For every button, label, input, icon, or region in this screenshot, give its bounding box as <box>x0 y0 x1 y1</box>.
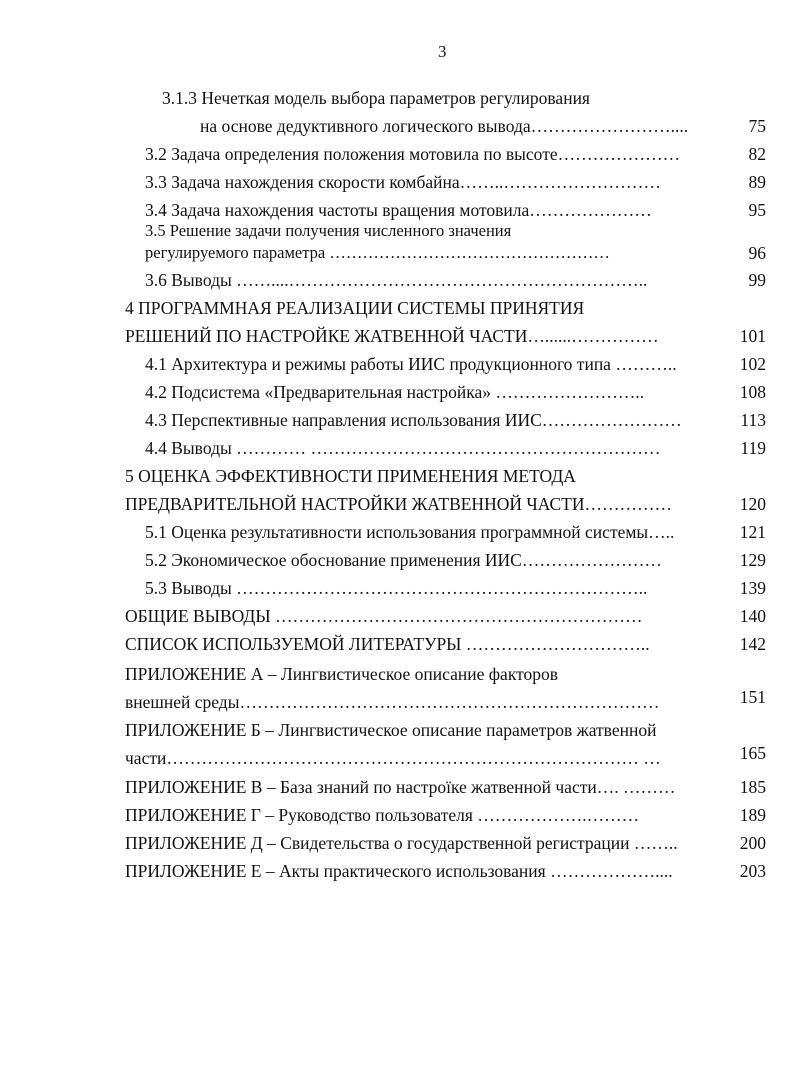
toc-entry-3-3: 3.3 Задача нахождения скорости комбайна……..……………………… <box>145 172 661 192</box>
toc-entry-4-2: 4.2 Подсистема «Предварительная настройка» …………………….. <box>145 382 645 402</box>
toc-entry-3-1-3-line1: 3.1.3 Нечеткая модель выбора параметров регулирования <box>162 88 590 108</box>
toc-chapter-4-line1: 4 ПРОГРАММНАЯ РЕАЛИЗАЦИИ СИСТЕМЫ ПРИНЯТИЯ <box>125 298 585 318</box>
toc-chapter-5-page: 120 <box>739 494 766 514</box>
toc-appendix-b-page: 165 <box>739 743 766 763</box>
toc-entry-5-3: 5.3 Выводы …………………………………………………………….. <box>145 578 648 598</box>
toc-entry-4-4-page: 119 <box>740 438 766 458</box>
toc-appendix-a-line2: внешней среды……………………………………………………………… <box>125 692 660 712</box>
toc-appendix-d: ПРИЛОЖЕНИЕ Д – Свидетельства о государственной регистрации …….. <box>125 833 678 853</box>
toc-entry-3-2: 3.2 Задача определения положения мотовила по высоте………………… <box>145 144 681 164</box>
toc-entry-3-6: 3.6 Выводы ……....…………………………………………………….. <box>145 270 648 290</box>
toc-entry-5-2-page: 129 <box>739 550 766 570</box>
toc-appendix-v-page: 185 <box>739 777 766 797</box>
toc-entry-4-3-page: 113 <box>740 410 766 430</box>
toc-appendix-a-page: 151 <box>739 687 766 707</box>
toc-general-conclusions: ОБЩИЕ ВЫВОДЫ ……………………………………………………… <box>125 606 643 626</box>
toc-appendix-d-page: 200 <box>739 833 766 853</box>
toc-entry-3-5-line2: регулируемого параметра …………………………………………… <box>145 243 610 262</box>
toc-general-conclusions-page: 140 <box>739 606 766 626</box>
page-number: 3 <box>438 42 447 61</box>
toc-entry-3-2-page: 82 <box>748 144 766 164</box>
toc-chapter-5-line2: ПРЕДВАРИТЕЛЬНОЙ НАСТРОЙКИ ЖАТВЕННОЙ ЧАСТИ…………… <box>125 494 673 514</box>
toc-entry-3-5-line1: 3.5 Решение задачи получения численного значения <box>145 221 512 240</box>
toc-entry-3-5-page: 96 <box>748 243 766 263</box>
toc-entry-4-2-page: 108 <box>739 382 766 402</box>
toc-entry-3-4-page: 95 <box>748 200 766 220</box>
toc-appendix-a-line1: ПРИЛОЖЕНИЕ А – Лингвистическое описание факторов <box>125 664 559 684</box>
toc-entry-3-4: 3.4 Задача нахождения частоты вращения мотовила………………… <box>145 200 652 220</box>
toc-appendix-e-page: 203 <box>739 861 766 881</box>
toc-chapter-5-line1: 5 ОЦЕНКА ЭФФЕКТИВНОСТИ ПРИМЕНЕНИЯ МЕТОДА <box>125 466 576 486</box>
toc-entry-5-1-page: 121 <box>739 522 766 542</box>
toc-appendix-g-page: 189 <box>739 805 766 825</box>
toc-appendix-b-line1: ПРИЛОЖЕНИЕ Б – Лингвистическое описание параметров жатвенной <box>125 720 657 740</box>
toc-entry-4-1: 4.1 Архитектура и режимы работы ИИС продукционного типа ……….. <box>145 354 677 374</box>
toc-appendix-g: ПРИЛОЖЕНИЕ Г – Руководство пользователя ……………….……… <box>125 805 640 825</box>
toc-appendix-v: ПРИЛОЖЕНИЕ В – База знаний по настроїке жатвенной части…. ……… <box>125 777 676 797</box>
toc-entry-5-3-page: 139 <box>739 578 766 598</box>
toc-entry-5-1: 5.1 Оценка результативности использования программной системы….. <box>145 522 675 542</box>
toc-entry-4-1-page: 102 <box>739 354 766 374</box>
toc-entry-3-3-page: 89 <box>748 172 766 192</box>
toc-chapter-4-page: 101 <box>739 326 766 346</box>
toc-appendix-b-line2: части……………………………………………………………………… … <box>125 748 661 768</box>
toc-appendix-e: ПРИЛОЖЕНИЕ Е – Акты практического использования ……………….... <box>125 861 673 881</box>
toc-references: СПИСОК ИСПОЛЬЗУЕМОЙ ЛИТЕРАТУРЫ ………………………….. <box>125 634 650 654</box>
toc-references-page: 142 <box>739 634 766 654</box>
toc-entry-5-2: 5.2 Экономическое обоснование применения ИИС…………………… <box>145 550 662 570</box>
toc-entry-3-1-3-page: 75 <box>748 116 766 136</box>
toc-entry-4-3: 4.3 Перспективные направления использования ИИС…………………… <box>145 410 682 430</box>
toc-entry-3-1-3-line2: на основе дедуктивного логического вывода…………………….... <box>200 116 689 136</box>
toc-chapter-4-line2: РЕШЕНИЙ ПО НАСТРОЙКЕ ЖАТВЕННОЙ ЧАСТИ…......…………… <box>125 326 659 346</box>
toc-entry-4-4: 4.4 Выводы ………… …………………………………………………… <box>145 438 661 458</box>
toc-entry-3-6-page: 99 <box>748 270 766 290</box>
